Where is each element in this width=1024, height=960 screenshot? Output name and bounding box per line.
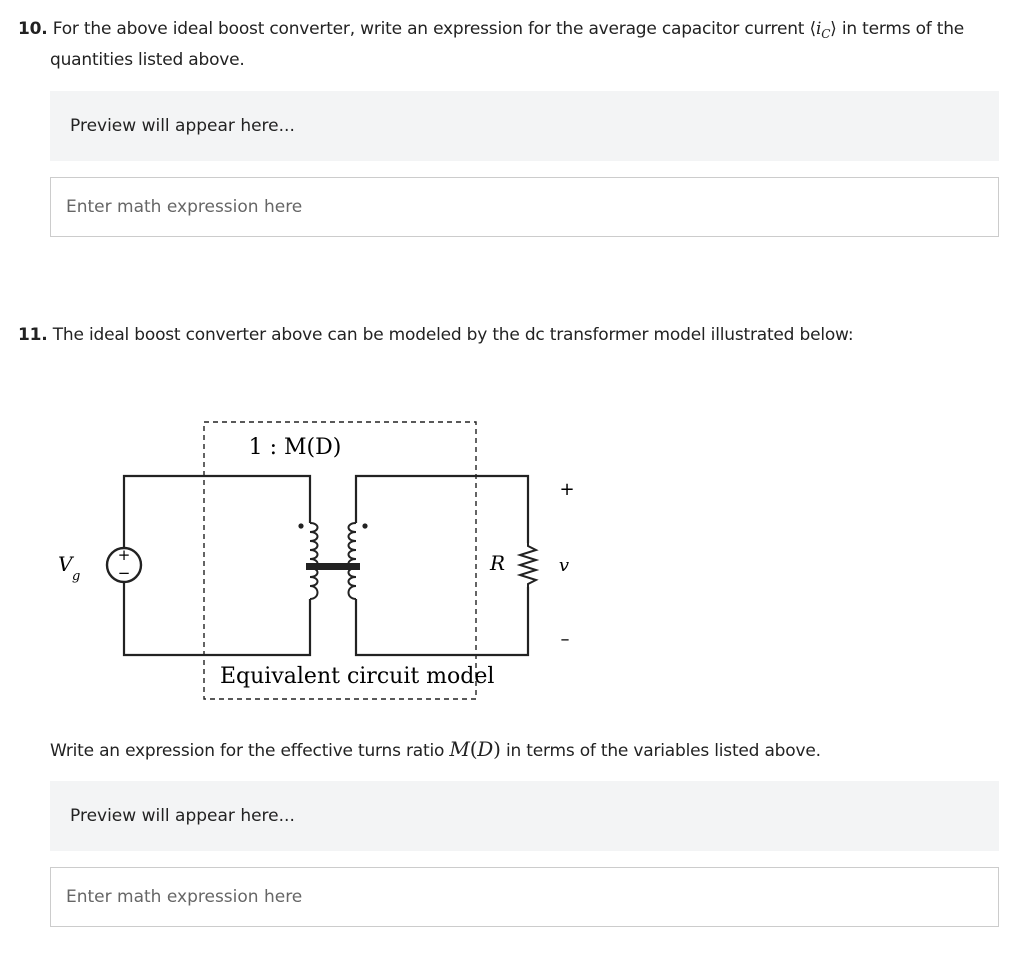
question-11-prompt <box>50 734 821 766</box>
math-M: M <box>449 737 470 761</box>
output-plus-sign: + <box>559 479 575 500</box>
transformer-core-icon <box>306 563 360 570</box>
math-i: i <box>815 19 822 39</box>
question-10-math-input[interactable] <box>50 177 999 237</box>
question-11-preview <box>50 781 999 851</box>
question-11-text-body: The ideal boost converter above can be modeled by the dc transformer model illustrated below: <box>52 325 854 345</box>
source-plus-sign: + <box>117 546 131 564</box>
question-10-text-after: in terms of the <box>841 19 965 39</box>
math-D: D <box>477 737 494 761</box>
question-10-text-before: For the above ideal boost converter, write an expression for the average capacitor current <box>52 19 805 39</box>
question-10-preview-text: Preview will appear here... <box>70 116 295 136</box>
question-10-text <box>18 14 964 75</box>
source-voltage-label: V <box>58 552 73 576</box>
question-11-number: 11. <box>18 325 48 345</box>
question-11-math-input[interactable] <box>50 867 999 927</box>
source-minus-sign: − <box>117 564 131 582</box>
question-11-text <box>18 320 853 350</box>
primary-polarity-dot <box>298 523 303 528</box>
secondary-polarity-dot <box>362 523 367 528</box>
question-11-prompt-after: in terms of the variables listed above. <box>505 741 821 761</box>
math-subscript-c: C <box>821 27 831 41</box>
question-11-preview-text: Preview will appear here... <box>70 806 295 826</box>
primary-loop-wire <box>124 476 310 655</box>
source-voltage-subscript: g <box>72 569 81 584</box>
math-paren-open: ( <box>469 737 478 761</box>
resistor-label: R <box>490 551 506 575</box>
question-10-number: 10. <box>18 19 48 39</box>
question-10-text-line2: quantities listed above. <box>50 50 245 70</box>
question-10-preview <box>50 91 999 161</box>
equivalent-circuit-dashed-box <box>204 422 476 699</box>
turns-ratio-label: 1 : M(D) <box>248 435 342 460</box>
dc-transformer-circuit-diagram <box>40 405 600 710</box>
output-minus-sign: – <box>560 629 570 650</box>
question-11-prompt-before: Write an expression for the effective turns ratio <box>50 741 445 761</box>
equivalent-circuit-caption: Equivalent circuit model <box>220 664 495 689</box>
math-angle-close: ⟩ <box>830 19 837 39</box>
math-paren-close: ) <box>493 737 501 761</box>
output-voltage-label: v <box>558 555 570 576</box>
math-angle-open: ⟨ <box>809 19 816 39</box>
